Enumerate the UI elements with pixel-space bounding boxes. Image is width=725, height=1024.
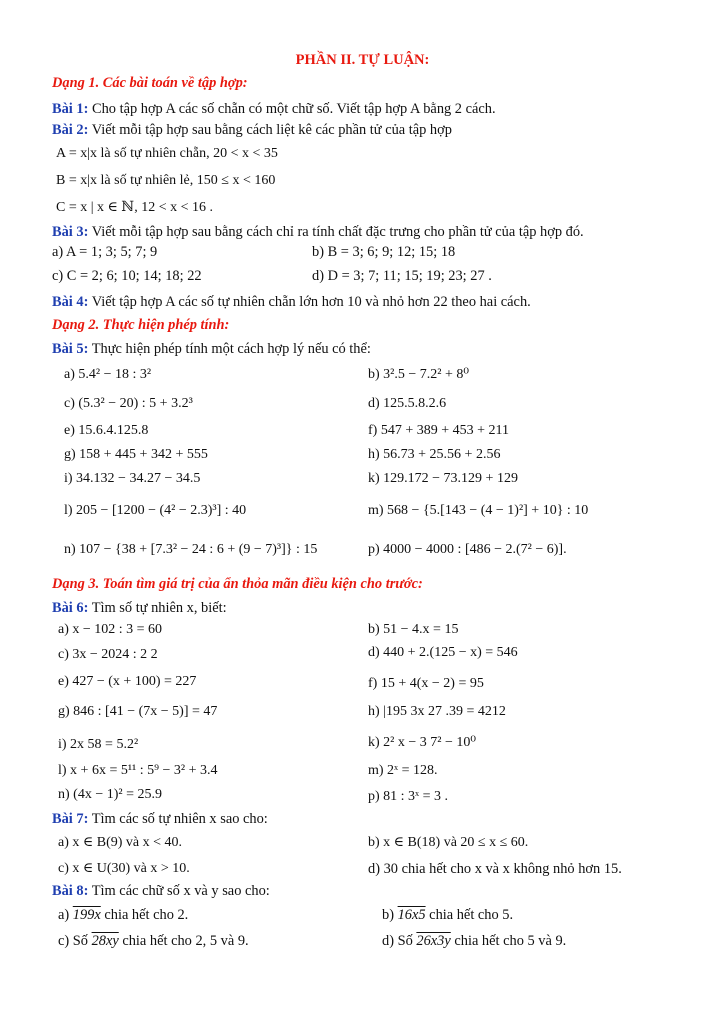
bai-6-text: Tìm số tự nhiên x, biết: — [88, 600, 227, 616]
bai-6-item: i) 2x 58 = 5.2² — [58, 737, 139, 752]
bai-3-c: c) C = 2; 6; 10; 14; 18; 22 — [52, 268, 202, 284]
bai-6-item: b) 51 − 4.x = 15 — [368, 622, 459, 637]
bai-8-a-suffix: chia hết cho 2. — [100, 907, 189, 923]
bai-2-text: Viết mỗi tập hợp sau bằng cách liệt kê các phần tử của tập hợp — [88, 122, 452, 138]
bai-8-d-prefix: d) Số — [382, 933, 417, 949]
bai-8-c-prefix: c) Số — [58, 933, 92, 949]
bai-8-d-number: 26x3y — [416, 933, 451, 949]
bai-3-label: Bài 3: — [52, 224, 89, 240]
bai-5-item: m) 568 − {5.[143 − (4 − 1)²] + 10} : 10 — [368, 503, 589, 518]
bai-8-c — [58, 932, 249, 950]
bai-6-item: f) 15 + 4(x − 2) = 95 — [368, 676, 484, 691]
section-dang-2: Dạng 2. Thực hiện phép tính: — [52, 317, 230, 333]
bai-8-a-number: 199x — [72, 907, 101, 923]
bai-6-item: e) 427 − (x + 100) = 227 — [58, 674, 197, 689]
bai-8-a — [58, 906, 188, 924]
bai-5-item: l) 205 − [1200 − (4² − 2.3)³] : 40 — [64, 503, 247, 518]
bai-5-item: i) 34.132 − 34.27 − 34.5 — [64, 471, 201, 486]
bai-7-item: c) x ∈ U(30) và x > 10. — [58, 861, 190, 876]
bai-5-item: c) (5.3² − 20) : 5 + 3.2³ — [64, 396, 193, 411]
bai-3-b: b) B = 3; 6; 9; 12; 15; 18 — [312, 244, 456, 260]
bai-2-item: B = x|x là số tự nhiên lẻ, 150 ≤ x < 160 — [56, 173, 276, 188]
bai-6-item: l) x + 6x = 5¹¹ : 5⁹ − 3² + 3.4 — [58, 763, 218, 778]
bai-6-item: k) 2² x − 3 7² − 10⁰ — [368, 735, 476, 750]
bai-8-d-suffix: chia hết cho 5 và 9. — [450, 933, 567, 949]
bai-8-label: Bài 8: — [52, 883, 89, 899]
bai-5-item: e) 15.6.4.125.8 — [64, 423, 149, 438]
bai-6-item: d) 440 + 2.(125 − x) = 546 — [368, 645, 518, 660]
bai-1-text: Cho tập hợp A các số chẵn có một chữ số. Viết tập hợp A bằng 2 cách. — [88, 101, 496, 117]
bai-5-item: g) 158 + 445 + 342 + 555 — [64, 447, 208, 462]
bai-6-item: a) x − 102 : 3 = 60 — [58, 622, 163, 637]
bai-6 — [52, 599, 227, 617]
bai-5-label: Bài 5: — [52, 341, 89, 357]
bai-5-item: a) 5.4² − 18 : 3² — [64, 367, 152, 382]
bai-7-item: a) x ∈ B(9) và x < 40. — [58, 835, 183, 850]
bai-5-item: f) 547 + 389 + 453 + 211 — [368, 423, 509, 438]
bai-8-b — [382, 906, 513, 924]
bai-8-c-number: 28xy — [91, 933, 119, 949]
bai-4-label: Bài 4: — [52, 294, 89, 310]
bai-6-item: c) 3x − 2024 : 2 2 — [58, 647, 158, 662]
bai-6-item: h) |195 3x 27 .39 = 4212 — [368, 704, 506, 719]
bai-3-d: d) D = 3; 7; 11; 15; 19; 23; 27 . — [312, 268, 492, 284]
bai-8-b-number: 16x5 — [397, 907, 426, 923]
bai-5-item: d) 125.5.8.2.6 — [368, 396, 447, 411]
bai-7-label: Bài 7: — [52, 811, 89, 827]
bai-4-text: Viết tập hợp A các số tự nhiên chẵn lớn hơn 10 và nhỏ hơn 22 theo hai cách. — [88, 294, 531, 310]
bai-2-label: Bài 2: — [52, 122, 89, 138]
bai-5 — [52, 340, 371, 358]
bai-5-item: b) 3².5 − 7.2² + 8⁰ — [368, 367, 469, 382]
bai-7-text: Tìm các số tự nhiên x sao cho: — [88, 811, 268, 827]
bai-3 — [52, 223, 584, 241]
bai-7 — [52, 810, 268, 828]
bai-2-item: C = x | x ∈ ℕ, 12 < x < 16 . — [56, 200, 213, 215]
bai-8 — [52, 882, 270, 900]
bai-5-item: h) 56.73 + 25.56 + 2.56 — [368, 447, 501, 462]
bai-8-text: Tìm các chữ số x và y sao cho: — [88, 883, 270, 899]
bai-1 — [52, 100, 496, 118]
bai-6-item: p) 81 : 3ˣ = 3 . — [368, 789, 448, 804]
bai-1-label: Bài 1: — [52, 101, 89, 117]
bai-5-text: Thực hiện phép tính một cách hợp lý nếu có thể: — [88, 341, 371, 357]
bai-7-item: b) x ∈ B(18) và 20 ≤ x ≤ 60. — [368, 835, 529, 850]
bai-8-c-suffix: chia hết cho 2, 5 và 9. — [118, 933, 249, 949]
bai-8-b-suffix: chia hết cho 5. — [425, 907, 514, 923]
bai-6-item: g) 846 : [41 − (7x − 5)] = 47 — [58, 704, 218, 719]
bai-2 — [52, 121, 452, 139]
bai-6-item: n) (4x − 1)² = 25.9 — [58, 787, 162, 802]
bai-4 — [52, 293, 531, 311]
bai-5-item: p) 4000 − 4000 : [486 − 2.(7² − 6)]. — [368, 542, 567, 557]
bai-5-item: n) 107 − {38 + [7.3² − 24 : 6 + (9 − 7)³]} : 15 — [64, 542, 318, 557]
bai-2-item: A = x|x là số tự nhiên chẵn, 20 < x < 35 — [56, 146, 278, 161]
bai-3-a: a) A = 1; 3; 5; 7; 9 — [52, 244, 158, 260]
bai-3-text: Viết mỗi tập hợp sau bằng cách chỉ ra tính chất đặc trưng cho phần tử của tập hợp đó. — [88, 224, 584, 240]
bai-6-label: Bài 6: — [52, 600, 89, 616]
bai-7-item: d) 30 chia hết cho x và x không nhỏ hơn 15. — [368, 861, 622, 877]
bai-8-a-prefix: a) — [58, 907, 73, 923]
bai-8-b-prefix: b) — [382, 907, 398, 923]
page-title: PHẦN II. TỰ LUẬN: — [295, 52, 430, 68]
bai-8-d — [382, 932, 566, 950]
section-dang-1: Dạng 1. Các bài toán về tập hợp: — [52, 75, 248, 91]
section-dang-3: Dạng 3. Toán tìm giá trị của ẩn thỏa mãn điều kiện cho trước: — [52, 576, 423, 592]
bai-5-item: k) 129.172 − 73.129 + 129 — [368, 471, 518, 486]
bai-6-item: m) 2ˣ = 128. — [368, 763, 438, 778]
